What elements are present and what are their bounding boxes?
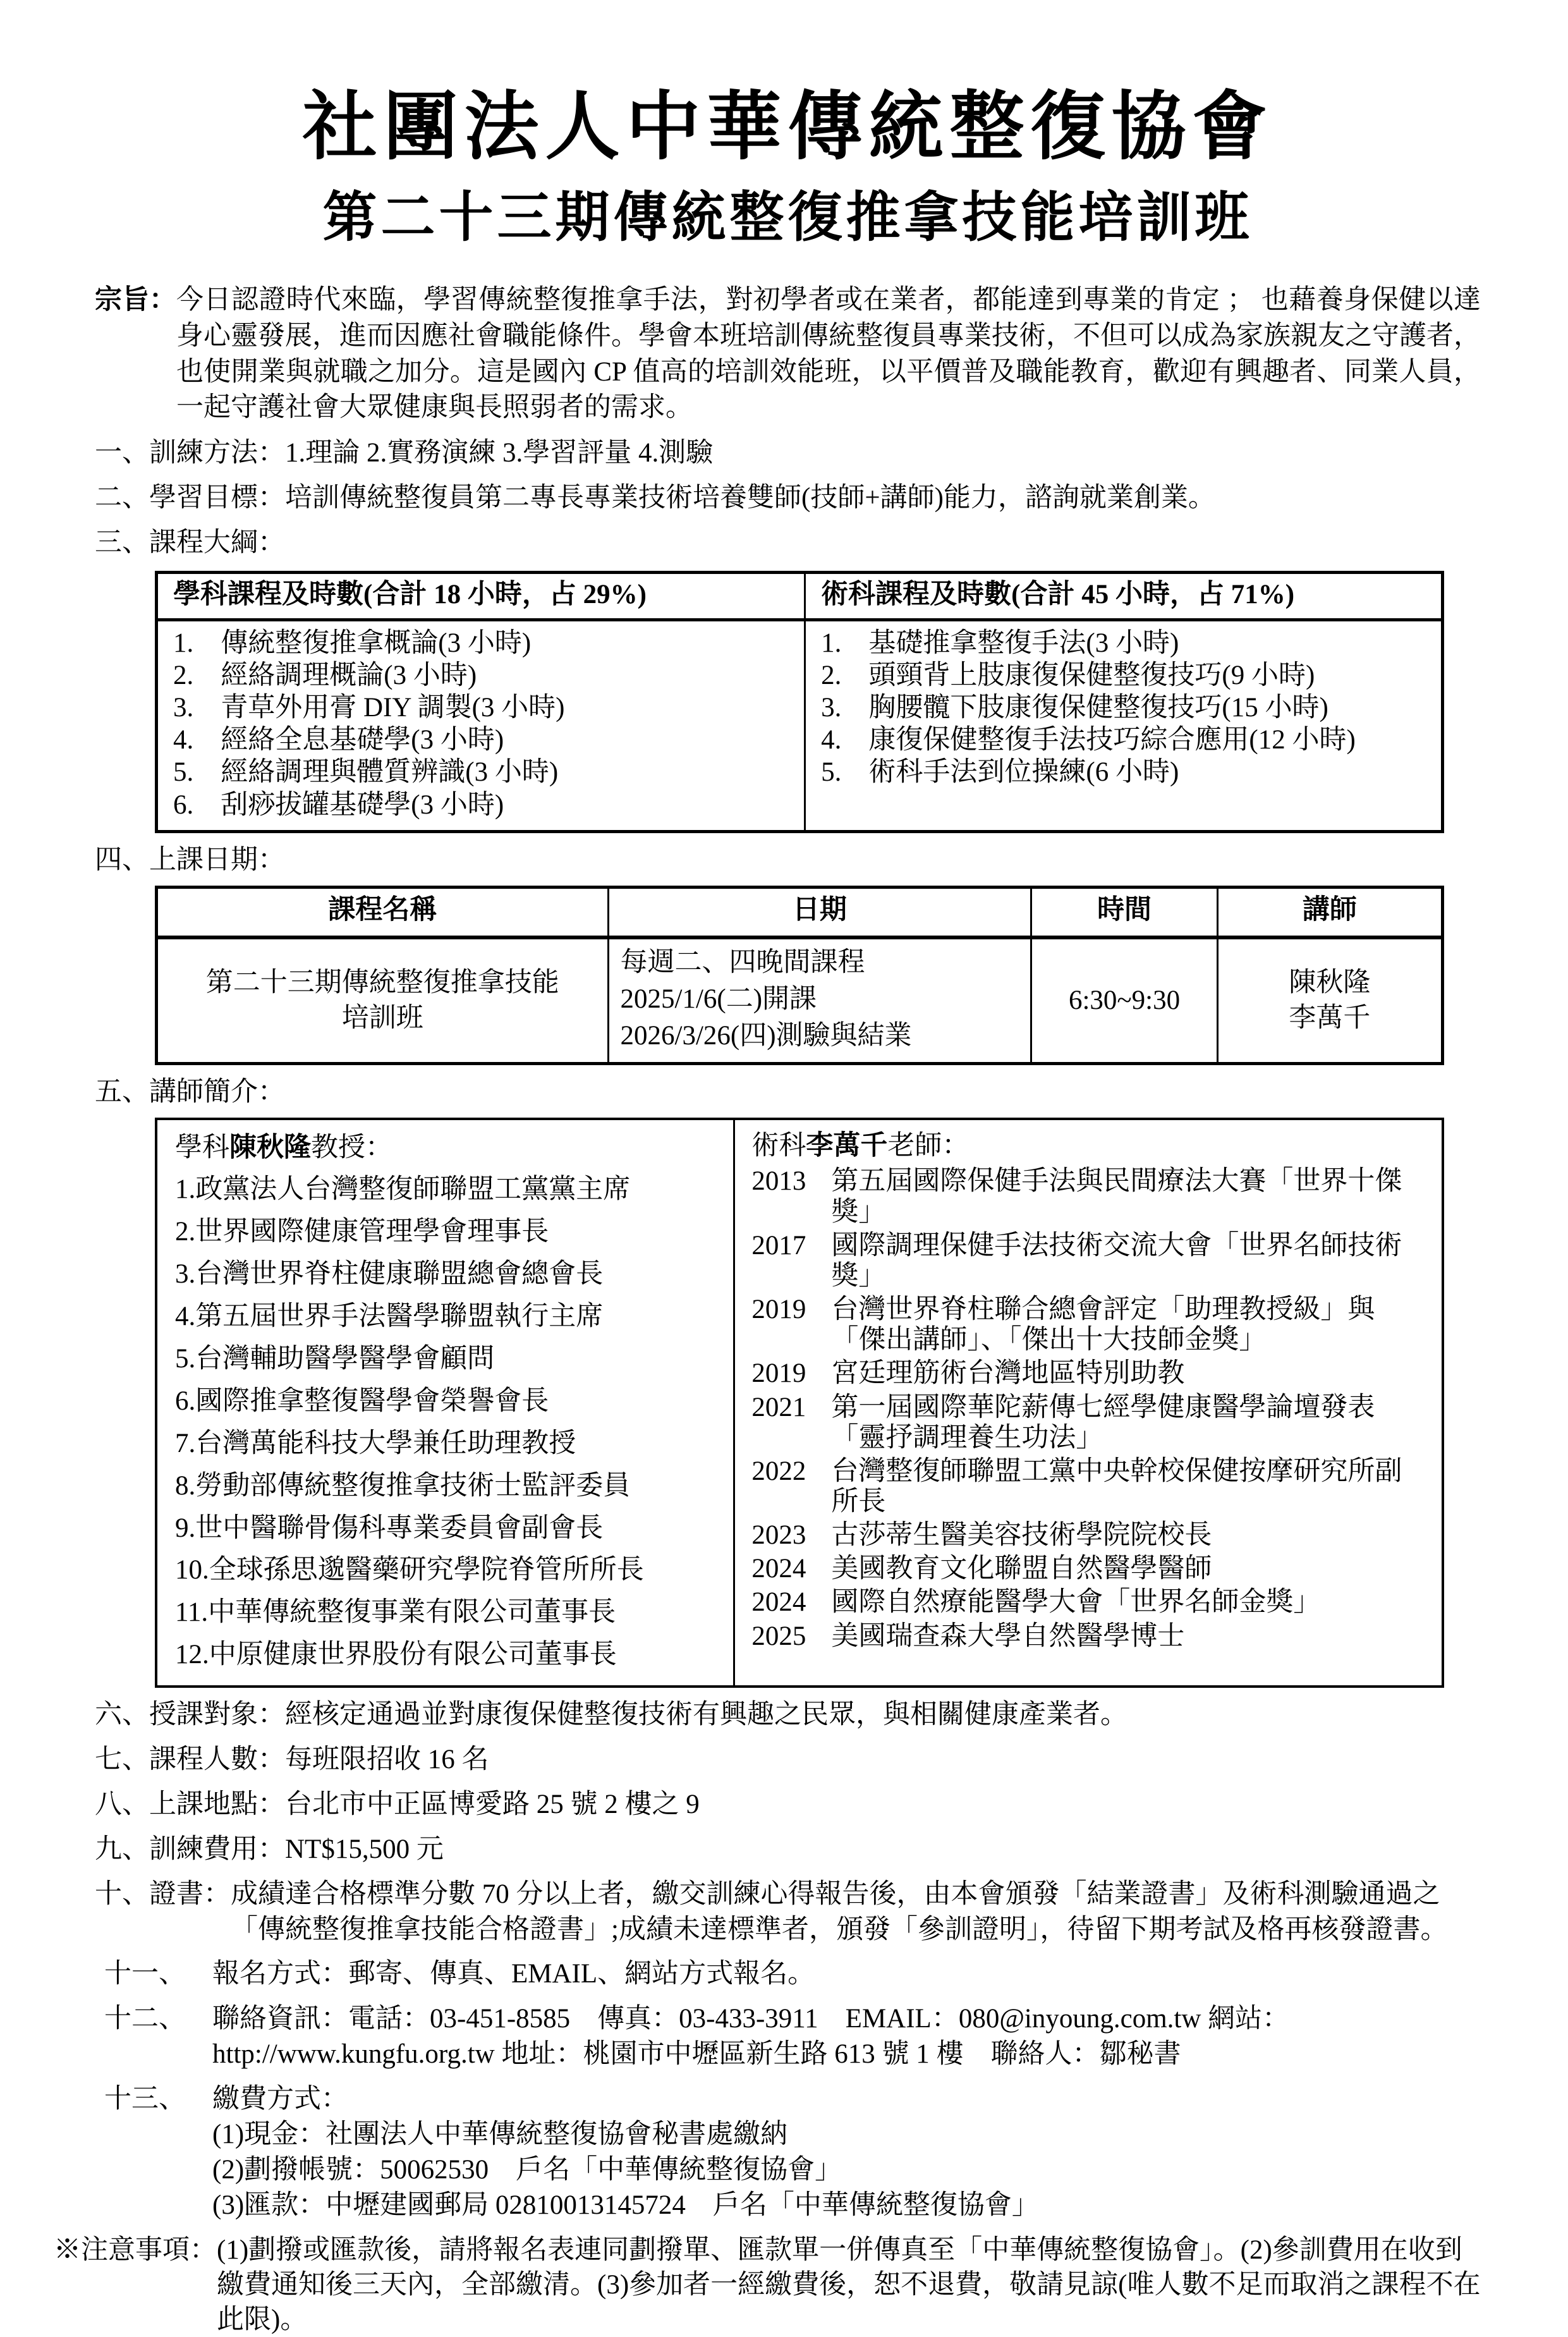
purpose-text: 今日認證時代來臨，學習傳統整復推拿手法，對初學者或在業者，都能達到專業的肯定 ； 也藉養身保健以達身心靈發展，進而因應社會職能條件。學會本班培訓傳統整復員專業技術，不但可以成為家族親友之守護者，也使開業與就職之加分。這是國內 CP 值高的培訓效能班，以平價普及職能教育，歡迎有興趣者、同業人員，一起守護社會大眾健康與長照弱者的需求。 — [176, 285, 1481, 423]
award-text: 國際自然療能醫學大會「世界名師金獎」 — [831, 1587, 1321, 1618]
award-text: 宮廷理筋術台灣地區特別助教 — [831, 1358, 1185, 1389]
award-year: 2021 — [751, 1392, 806, 1422]
award-text: 台灣世界脊柱聯合總會評定「助理教授級」與「傑出講師」、「傑出十大技師金獎」 — [831, 1295, 1375, 1355]
notice-text: (1)劃撥或匯款後，請將報名表連同劃撥單、匯款單一併傳真至「中華傳統整復協會」。(2)參訓費用在收到繳費通知後三天內，全部繳清。(3)參加者一經繳費後，恕不退費，敬請見諒(唯人數不足而取消之課程不在此限)。 — [217, 2235, 1481, 2334]
item-number: 十二、 — [104, 2004, 186, 2034]
col-header-time: 時間 — [1030, 889, 1216, 936]
item-number: 十、 — [95, 1879, 149, 1909]
item-payment — [104, 2082, 1481, 2223]
course-name-line: 培訓班 — [341, 1003, 423, 1033]
item-course-outline — [95, 525, 1481, 561]
subject-teacher-credential: 6.國際推拿整復醫學會榮譽會長 — [175, 1386, 549, 1416]
award-text: 美國瑞查森大學自然醫學博士 — [831, 1621, 1185, 1651]
item-text: 訓練費用：NT$15,500 元 — [149, 1834, 444, 1864]
award-entry — [751, 1456, 1429, 1517]
item-text: 訓練方法：1.理論 2.實務演練 3.學習評量 4.測驗 — [149, 438, 714, 468]
col-header-teacher: 講師 — [1217, 889, 1441, 936]
item-number: 三、 — [95, 528, 149, 558]
item-number: 十一、 — [104, 1959, 186, 1989]
award-text: 第一屆國際華陀薪傳七經學健康醫學論壇發表「靈抒調理養生功法」 — [831, 1392, 1375, 1453]
subject-courses-column — [158, 574, 806, 830]
date-line: 2026/3/26(四)測驗與結業 — [620, 1020, 912, 1051]
subject-teacher-name: 陳秋隆 — [229, 1132, 311, 1162]
schedule-table — [155, 886, 1444, 1065]
award-entry — [751, 1554, 1429, 1584]
date-line: 2025/1/6(二)開課 — [620, 984, 817, 1014]
item-registration — [104, 1956, 1481, 1992]
item-text: 報名方式：郵寄、傳真、EMAIL、網站方式報名。 — [212, 1959, 815, 1989]
payment-method: (1)現金：社團法人中華傳統整復協會秘書處繳納 — [212, 2120, 788, 2150]
item-text: 講師簡介： — [149, 1077, 285, 1107]
award-year: 2019 — [751, 1358, 806, 1389]
subject-course-item: 6. 刮痧拔罐基礎學(3 小時) — [173, 790, 504, 820]
item-contact — [104, 2001, 1481, 2072]
practical-teacher-heading — [751, 1128, 1429, 1164]
payment-title: 繳費方式： — [212, 2084, 348, 2114]
practical-course-item: 4. 康復保健整復手法技巧綜合應用(12 小時) — [821, 725, 1356, 755]
subject-teacher-credential: 12.中原健康世界股份有限公司董事長 — [175, 1640, 617, 1670]
item-number: 六、 — [95, 1700, 149, 1730]
item-text: 課程大綱： — [149, 528, 285, 558]
subject-teacher-credential: 1.政黨法人台灣整復師聯盟工黨黨主席 — [175, 1175, 631, 1205]
payment-method: (2)劃撥帳號：50062530 戶名「中華傳統整復協會」 — [212, 2154, 842, 2185]
item-text: 授課對象：經核定通過並對康復保健整復技術有興趣之民眾，與相關健康產業者。 — [149, 1700, 1127, 1730]
payment-method: (3)匯款：中壢建國郵局 02810013145724 戶名「中華傳統整復協會」 — [212, 2190, 1039, 2220]
item-certificate — [95, 1877, 1481, 1948]
item-text: 課程人數：每班限招收 16 名 — [149, 1745, 489, 1775]
award-year: 2023 — [751, 1520, 806, 1551]
award-year: 2025 — [751, 1621, 806, 1651]
subject-teacher-credential: 7.台灣萬能科技大學兼任助理教授 — [175, 1428, 576, 1458]
award-text: 台灣整復師聯盟工黨中央幹校保健按摩研究所副所長 — [831, 1456, 1402, 1516]
practical-teacher-name: 李萬千 — [806, 1130, 888, 1161]
practical-course-item: 3. 胸腰髖下肢康復保健整復技巧(15 小時) — [821, 693, 1328, 723]
purpose-section — [95, 283, 1481, 426]
teacher-name: 李萬千 — [1289, 1003, 1371, 1033]
award-text: 美國教育文化聯盟自然醫學醫師 — [831, 1554, 1212, 1584]
subject-teacher-credential: 4.第五屆世界手法醫學聯盟執行主席 — [175, 1302, 604, 1332]
payment-methods — [212, 2082, 1481, 2223]
date-line: 每週二、四晚間課程 — [620, 947, 865, 977]
award-text: 古莎蒂生醫美容技術學院院校長 — [831, 1520, 1212, 1551]
practical-course-item: 1. 基礎推拿整復手法(3 小時) — [821, 628, 1179, 658]
notice-section — [54, 2233, 1481, 2337]
subject-course-item: 4. 經絡全息基礎學(3 小時) — [173, 725, 504, 755]
subject-teacher-credential: 2.世界國際健康管理學會理事長 — [175, 1217, 549, 1247]
subject-teacher-heading — [175, 1130, 722, 1166]
award-entry — [751, 1587, 1429, 1618]
item-number: 二、 — [95, 483, 149, 513]
subject-teacher-credential: 8.勞動部傳統整復推拿技術士監評委員 — [175, 1470, 631, 1501]
subject-teacher-credential: 5.台灣輔助醫學醫學會顧問 — [175, 1344, 495, 1374]
item-class-size — [95, 1742, 1481, 1778]
award-year: 2019 — [751, 1295, 806, 1325]
teacher-cell — [1217, 939, 1441, 1062]
practical-course-item: 2. 頭頸背上肢康復保健整復技巧(9 小時) — [821, 660, 1315, 690]
item-number: 五、 — [95, 1077, 149, 1107]
practical-courses-list — [806, 621, 1441, 830]
practical-courses-column — [806, 574, 1441, 830]
schedule-table-header-row — [158, 889, 1441, 939]
subject-teacher-credential: 10.全球孫思邈醫藥研究學院脊管所所長 — [175, 1555, 644, 1585]
col-header-date: 日期 — [607, 889, 1031, 936]
item-class-dates — [95, 843, 1481, 878]
item-training-method — [95, 436, 1481, 471]
subject-courses-header: 學科課程及時數(合計 18 小時，占 29%) — [158, 574, 804, 621]
practical-teacher-suffix: 老師： — [887, 1130, 969, 1161]
subject-teacher-credential: 11.中華傳統整復事業有限公司董事長 — [175, 1597, 616, 1628]
subject-teacher-column — [157, 1120, 735, 1686]
purpose-label: 宗旨： — [95, 285, 176, 315]
subject-teacher-prefix: 學科 — [175, 1132, 229, 1162]
award-entry — [751, 1231, 1429, 1291]
schedule-table-body-row — [158, 939, 1441, 1062]
award-text: 國際調理保健手法技術交流大會「世界名師技術獎」 — [831, 1230, 1402, 1291]
item-number: 七、 — [95, 1745, 149, 1775]
teachers-table — [155, 1118, 1444, 1688]
award-year: 2017 — [751, 1230, 806, 1260]
page-subtitle: 第二十三期傳統整復推拿技能培訓班 — [322, 187, 1253, 248]
item-learning-goal — [95, 480, 1481, 516]
item-number: 八、 — [95, 1789, 149, 1819]
item-number: 一、 — [95, 438, 149, 468]
practical-courses-header: 術科課程及時數(合計 45 小時，占 71%) — [806, 574, 1441, 621]
item-location — [95, 1787, 1481, 1822]
course-outline-table — [155, 571, 1444, 833]
practical-teacher-prefix: 術科 — [751, 1130, 806, 1161]
award-entry — [751, 1358, 1429, 1389]
item-number: 九、 — [95, 1834, 149, 1864]
contact-line: 聯絡資訊：電話：03-451-8585 傳真：03-433-3911 EMAIL：080@inyoung.com.tw 網站： — [212, 2004, 1290, 2034]
award-entry — [751, 1520, 1429, 1551]
award-entry — [751, 1621, 1429, 1652]
item-teacher-intro — [95, 1075, 1481, 1110]
award-year: 2024 — [751, 1554, 806, 1584]
award-entry — [751, 1295, 1429, 1355]
subject-courses-list — [158, 621, 804, 830]
item-audience — [95, 1697, 1481, 1733]
award-year: 2013 — [751, 1166, 806, 1197]
col-header-course-name: 課程名稱 — [328, 894, 437, 925]
subject-teacher-credential: 9.世中醫聯骨傷科專業委員會副會長 — [175, 1513, 604, 1543]
course-name-cell — [158, 939, 607, 1062]
page-title: 社團法人中華傳統整復協會 — [302, 86, 1273, 169]
certificate-text: 成績達合格標準分數 70 分以上者，繳交訓練心得報告後，由本會頒發「結業證書」及術科測驗通過之「傳統整復推拿技能合格證書」;成績未達標準者，頒發「參訓證明」，待留下期考試及格再核發證書。 — [231, 1879, 1448, 1944]
subject-course-item: 1. 傳統整復推拿概論(3 小時) — [173, 628, 532, 658]
item-fee — [95, 1832, 1481, 1867]
award-year: 2022 — [751, 1456, 806, 1486]
subject-course-item: 5. 經絡調理與體質辨識(3 小時) — [173, 757, 559, 788]
item-number: 十三、 — [104, 2084, 186, 2114]
teacher-name: 陳秋隆 — [1289, 967, 1371, 998]
item-text: 學習目標：培訓傳統整復員第二專長專業技術培養雙師(技師+講師)能力，諮詢就業創業。 — [149, 483, 1215, 513]
certificate-label: 證書： — [149, 1879, 231, 1909]
practical-teacher-column — [735, 1120, 1442, 1686]
time-cell: 6:30~9:30 — [1030, 939, 1216, 1062]
item-number: 四、 — [95, 845, 149, 875]
contact-line: http://www.kungfu.org.tw 地址：桃園市中壢區新生路 613 號 1 樓 聯絡人：鄒秘書 — [212, 2039, 1181, 2070]
subject-course-item: 2. 經絡調理概論(3 小時) — [173, 660, 477, 690]
date-cell — [607, 939, 1031, 1062]
award-text: 第五屆國際保健手法與民間療法大賽「世界十傑獎」 — [831, 1166, 1402, 1227]
practical-course-item: 5. 術科手法到位操練(6 小時) — [821, 757, 1179, 788]
course-name-line: 第二十三期傳統整復推拿技能 — [205, 967, 559, 998]
subject-course-item: 3. 青草外用膏 DIY 調製(3 小時) — [173, 693, 565, 723]
subject-teacher-suffix: 教授： — [311, 1132, 392, 1162]
item-text: 上課日期： — [149, 845, 285, 875]
notice-label: ※注意事項： — [54, 2235, 217, 2265]
award-year: 2024 — [751, 1587, 806, 1618]
item-text: 上課地點：台北市中正區博愛路 25 號 2 樓之 9 — [149, 1789, 700, 1819]
award-entry — [751, 1166, 1429, 1227]
contact-info — [212, 2001, 1481, 2072]
subject-teacher-credential: 3.台灣世界脊柱健康聯盟總會總會長 — [175, 1259, 604, 1290]
award-entry — [751, 1393, 1429, 1453]
